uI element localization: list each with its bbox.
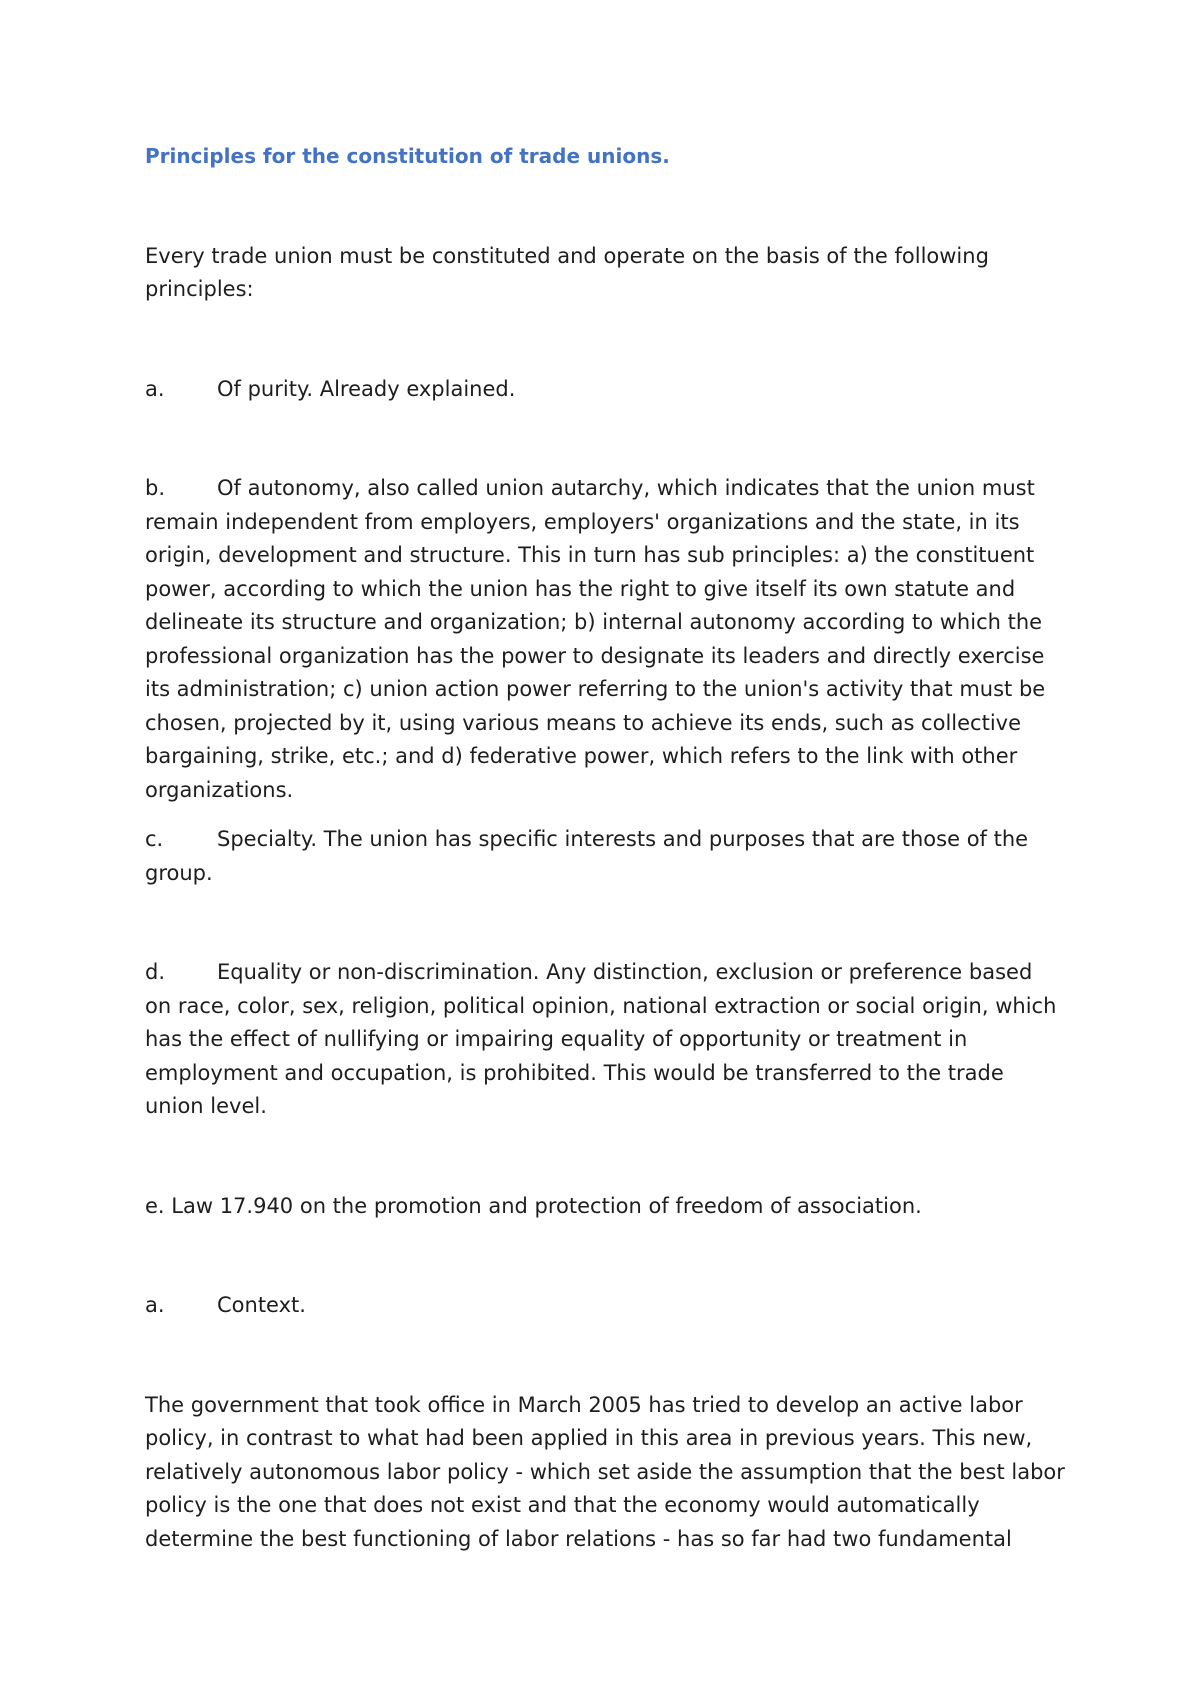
list-item-text: Of autonomy, also called union autarchy, which indicates that the union must remain independent from employers, employers' organizations and the state, in its origin, development and structure. This in turn has sub principles: a) the constituent power, according to which the union has the right to give itself its own statute and delineate its structure and organization; b) internal autonomy according to which the professional organization has the power to designate its leaders and directly exercise its administration; c) union action power referring to the union's activity that must be chosen, projected by it, using various means to achieve its ends, such as collective bargaining, strike, etc.; and d) federative power, which refers to the link with other organizations. [145, 476, 1046, 802]
list-item-text: Of purity. Already explained. [217, 376, 516, 401]
list-item-label: a. [145, 376, 165, 401]
list-item-label: c. [145, 827, 164, 851]
section-e-heading: e. Law 17.940 on the promotion and protection of freedom of association. [145, 1193, 922, 1218]
sub-item-context [145, 1289, 1065, 1323]
list-item-b [145, 472, 1065, 807]
list-item-text: Equality or non-discrimination. Any distinction, exclusion or preference based on race, color, sex, religion, political opinion, national extraction or social origin, which has the effect of nullifying or impairing equality of opportunity or treatment in employment and occupation, is prohibited. This would be transferred to the trade union level. [145, 960, 1057, 1118]
list-item-d [145, 956, 1065, 1124]
document-body [145, 140, 1065, 1556]
list-item-a [145, 373, 1065, 407]
list-item-label: b. [145, 476, 166, 500]
list-item-c [145, 823, 1065, 890]
intro-paragraph: Every trade union must be constituted and operate on the basis of the following principles: [145, 243, 989, 301]
list-item-text: Context. [217, 1293, 306, 1317]
list-item-text: Specialty. The union has specific interests and purposes that are those of the group. [145, 827, 1029, 885]
closing-paragraph: The government that took office in March 2005 has tried to develop an active labor policy, in contrast to what had been applied in this area in previous years. This new, relatively autonomous labor policy - which set aside the assumption that the best labor policy is the one that does not exist and that the economy would automatically determine the best functioning of labor relations - has so far had two fundamental [145, 1392, 1065, 1551]
document-heading: Principles for the constitution of trade unions. [145, 144, 670, 168]
list-item-label: d. [145, 960, 166, 984]
list-item-label: a. [145, 1293, 165, 1317]
